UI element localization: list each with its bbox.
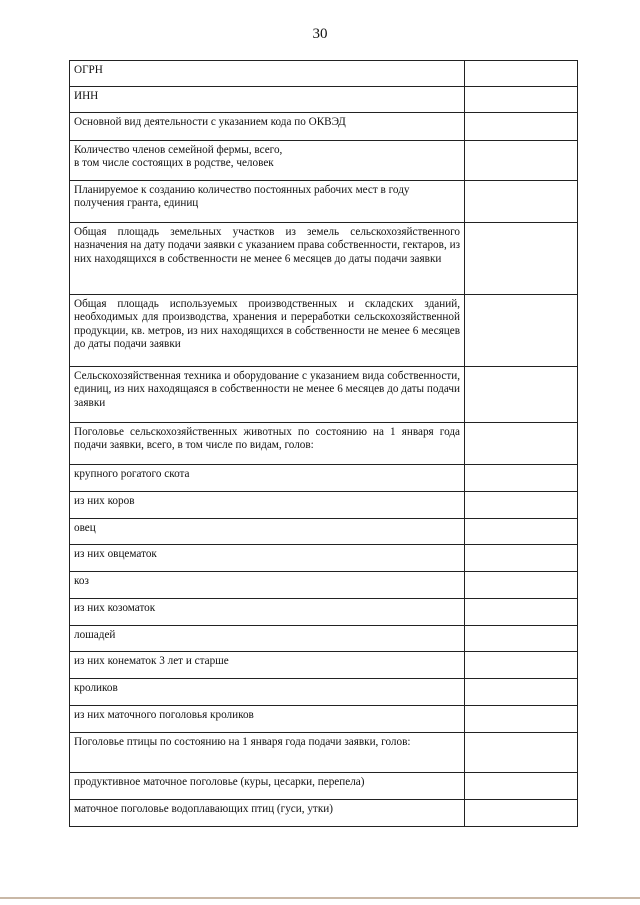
form-row-label: Поголовье сельскохозяйственных животных по состоянию на 1 января года подачи заявки, всего, в том числе по видам, голов:: [70, 423, 465, 465]
form-row-value-cell[interactable]: [465, 800, 578, 827]
form-row-value-cell[interactable]: [465, 295, 578, 367]
form-row-label: крупного рогатого скота: [70, 465, 465, 492]
form-row-value-cell[interactable]: [465, 572, 578, 599]
form-row-label: продуктивное маточное поголовье (куры, цесарки, перепела): [70, 773, 465, 800]
form-row-label: Основной вид деятельности с указанием кода по ОКВЭД: [70, 113, 465, 141]
form-row: [70, 773, 578, 800]
form-row: [70, 492, 578, 519]
form-row-value-cell[interactable]: [465, 141, 578, 181]
form-row: [70, 733, 578, 773]
form-row-value-cell[interactable]: [465, 465, 578, 492]
page-number: 30: [312, 26, 328, 42]
form-row-value-cell[interactable]: [465, 706, 578, 733]
form-row-value-cell[interactable]: [465, 87, 578, 113]
form-row: [70, 61, 578, 87]
grant-application-form-table: [69, 60, 578, 827]
form-row-label: ИНН: [70, 87, 465, 113]
form-row: [70, 679, 578, 706]
form-row: [70, 141, 578, 181]
form-row-value-cell[interactable]: [465, 223, 578, 295]
form-row: [70, 465, 578, 492]
form-row: [70, 223, 578, 295]
form-row-value-cell[interactable]: [465, 519, 578, 545]
form-row-value-cell[interactable]: [465, 626, 578, 652]
form-row-label: кроликов: [70, 679, 465, 706]
form-row-label: Сельскохозяйственная техника и оборудование с указанием вида собственности, единиц, из них находящаяся в собственности не менее 6 месяцев до даты подачи заявки: [70, 367, 465, 423]
form-row-label: маточное поголовье водоплавающих птиц (гуси, утки): [70, 800, 465, 827]
form-row: [70, 113, 578, 141]
form-row-value-cell[interactable]: [465, 652, 578, 679]
form-row-label: Общая площадь земельных участков из земель сельскохозяйственного назначения на дату подачи заявки с указанием права собственности, гектаров, из них находящихся в собственности не менее 6 месяцев до даты подачи заявки: [70, 223, 465, 295]
form-row-label: Планируемое к созданию количество постоянных рабочих мест в году получения гранта, единиц: [70, 181, 465, 223]
form-row: [70, 545, 578, 572]
form-row-value-cell[interactable]: [465, 423, 578, 465]
form-row-label: лошадей: [70, 626, 465, 652]
form-row-value-cell[interactable]: [465, 367, 578, 423]
form-row: [70, 87, 578, 113]
form-row-value-cell[interactable]: [465, 545, 578, 572]
form-row-label: ОГРН: [70, 61, 465, 87]
form-row-label: из них коров: [70, 492, 465, 519]
form-row-label: из них козоматок: [70, 599, 465, 626]
form-row-value-cell[interactable]: [465, 733, 578, 773]
form-row: [70, 599, 578, 626]
form-row: [70, 652, 578, 679]
form-row-value-cell[interactable]: [465, 679, 578, 706]
form-row-label: из них овцематок: [70, 545, 465, 572]
form-row-value-cell[interactable]: [465, 61, 578, 87]
form-row: [70, 519, 578, 545]
form-row-label: Общая площадь используемых производственных и складских зданий, необходимых для производства, хранения и переработки сельскохозяйственной продукции, кв. метров, из них находящихся в собственности не менее 6 месяцев до даты подачи заявки: [70, 295, 465, 367]
form-row: [70, 295, 578, 367]
form-row: [70, 800, 578, 827]
form-row: [70, 572, 578, 599]
form-row-value-cell[interactable]: [465, 599, 578, 626]
form-row-label: овец: [70, 519, 465, 545]
scan-bottom-edge: [0, 897, 640, 899]
form-row-value-cell[interactable]: [465, 113, 578, 141]
form-row-label: коз: [70, 572, 465, 599]
form-row-value-cell[interactable]: [465, 773, 578, 800]
form-row-label: из них маточного поголовья кроликов: [70, 706, 465, 733]
form-row: [70, 706, 578, 733]
form-row-label: Количество членов семейной фермы, всего, в том числе состоящих в родстве, человек: [70, 141, 465, 181]
form-row: [70, 367, 578, 423]
form-table-body: [70, 61, 578, 827]
form-row: [70, 181, 578, 223]
form-row-value-cell[interactable]: [465, 492, 578, 519]
form-row-label: из них конематок 3 лет и старше: [70, 652, 465, 679]
form-row-value-cell[interactable]: [465, 181, 578, 223]
form-row: [70, 626, 578, 652]
form-row-label: Поголовье птицы по состоянию на 1 января года подачи заявки, голов:: [70, 733, 465, 773]
form-row: [70, 423, 578, 465]
